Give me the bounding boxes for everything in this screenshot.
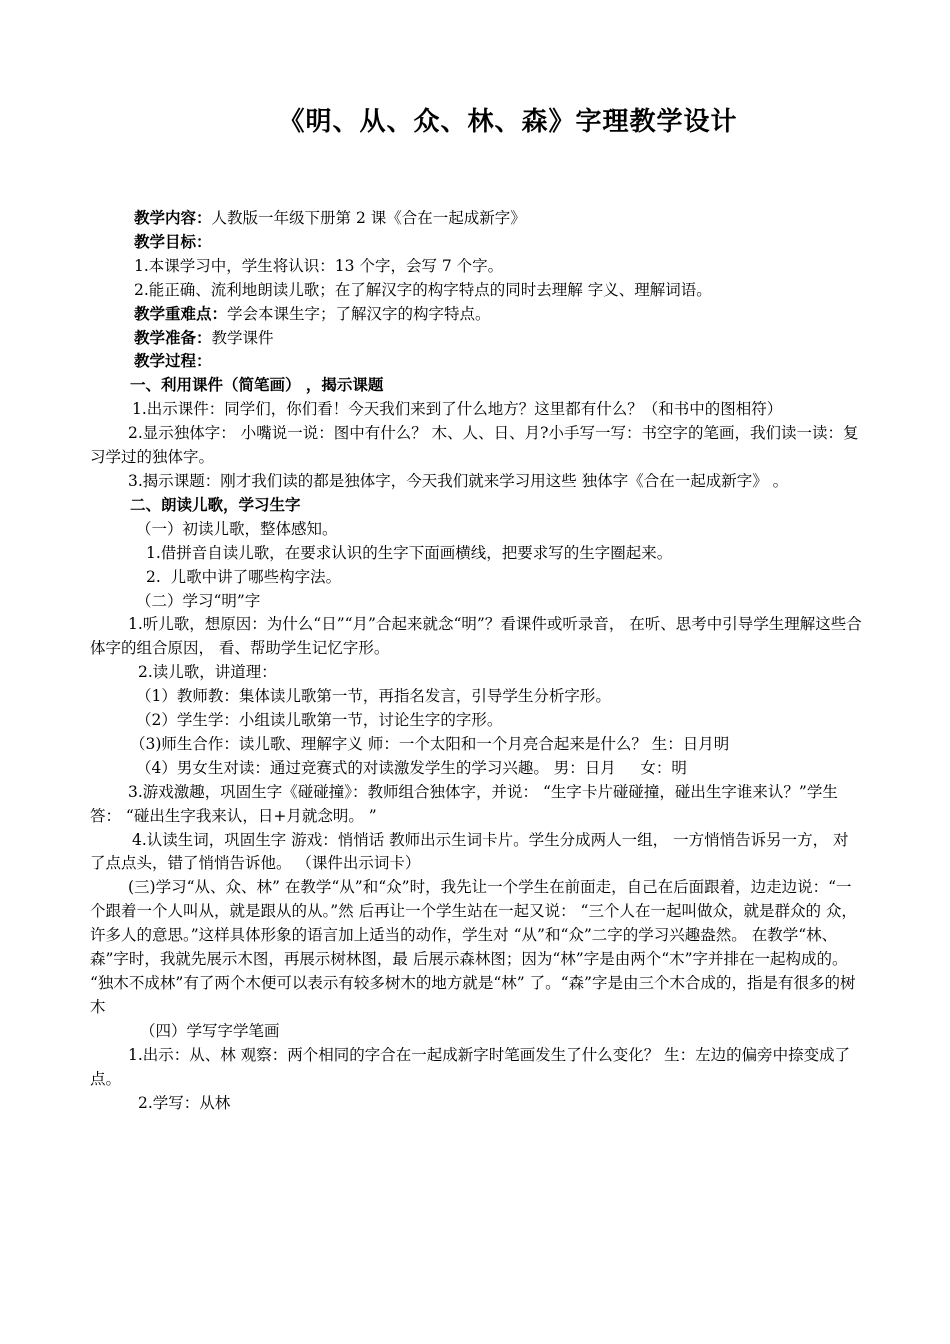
goal-label: 教学目标： xyxy=(134,232,212,251)
subsection-1-title: （一）初读儿歌，整体感知。 xyxy=(136,519,338,538)
subsection-2-paragraph-2: 2.读儿歌，讲道理： xyxy=(138,663,277,682)
subsection-4-title: （四）学写字学笔画 xyxy=(140,1021,280,1040)
content-value: 人教版一年级下册第 2 课《合在一起成新字》 xyxy=(211,209,526,227)
subsection-1-paragraph-2: 2. 儿歌中讲了哪些构字法。 xyxy=(146,567,342,586)
goal-item-2: 2.能正确、流利地朗读儿歌；在了解汉字的构字特点的同时去理解 字义、理解词语。 xyxy=(134,280,712,299)
section-1-paragraph-3: 3.揭示课题：刚才我们读的都是独体字，今天我们就来学习用这些 独体字《合在一起成新字》 。 xyxy=(128,471,789,490)
section-1-paragraph-2: 2.显示独体字： 小嘴说一说：图中有什么？ 木、人、日、月?小手写一写：书空字的笔画，我们读一读：复习学过的独体字。 xyxy=(90,424,859,467)
section-1-paragraph-1: 1.出示课件：同学们，你们看！今天我们来到了什么地方？这里都有什么？（和书中的图相符） xyxy=(132,400,783,419)
teaching-content xyxy=(90,207,862,231)
subsection-2-item-1: （1）教师教：集体读儿歌第一节，再指名发言，引导学生分析字形。 xyxy=(136,687,611,706)
subsection-2-paragraph-4: 4.认读生词，巩固生字 游戏：悄悄话 教师出示生词卡片。学生分成两人一组， 一方悄悄告诉另一方， 对了点点头，错了悄悄告诉他。 （课件出示词卡） xyxy=(90,830,849,873)
section-1-heading: 一、利用课件（简笔画） ，揭示课题 xyxy=(130,376,384,395)
document-title: 《明、从、众、林、森》字理教学设计 xyxy=(278,107,738,137)
document-body xyxy=(90,207,862,1115)
subsection-3-paragraph: (三)学习“从、众、林” 在教学“从”和“众”时，我先让一个学生在前面走，自己在后面跟着，边走边说：“一个跟着一个人叫从，就是跟从的从。”然 后再让一个学生站在一起又说： “三个人在一起叫做众，就是群众的 众，许多人的意思。”这样具体形象的语言加上适当的动作，学生对 “从”和“众”二字的学习兴趣盎然。 在教学“林、森”字时，我就先展示木图，再展示树林图，最 后展示森林图；因为“林”字是由两个“木”字并排在一起构成的。 “独木不成林”有了两个木便可以表示有较多树木的地方就是“林” 了。“森”字是由三个木合成的，指是有很多的树木 xyxy=(90,878,857,1016)
subsection-1-paragraph-1: 1.借拼音自读儿歌，在要求认识的生字下面画横线，把要求写的生字圈起来。 xyxy=(146,543,673,562)
process-label: 教学过程： xyxy=(134,352,212,371)
subsection-2-item-3: （3)师生合作：读儿歌、理解字义 师：一个太阳和一个月亮合起来是什么？ 生：日月明 xyxy=(130,734,730,753)
section-2-heading: 二、朗读儿歌，学习生字 xyxy=(130,495,301,514)
subsection-2-item-4: （4）男女生对读：通过竞赛式的对读激发学生的学习兴趣。 男：日月 女：明 xyxy=(136,758,687,777)
goal-item-1: 1.本课学习中，学生将认识：13 个字，会写 7 个字。 xyxy=(134,256,504,275)
subsection-2-paragraph-3: 3.游戏激趣，巩固生字《碰碰撞》：教师组合独体字，并说： “生字卡片碰碰撞，碰出生字谁来认？”学生答： “碰出生字我来认，日+月就念明。 ” xyxy=(90,782,838,825)
prep-value: 教学课件 xyxy=(211,328,274,347)
key-value: 学会本课生字；了解汉字的构字特点。 xyxy=(227,304,491,323)
prep-label: 教学准备： xyxy=(134,328,212,347)
content-label: 教学内容： xyxy=(134,209,212,227)
subsection-2-title: （二）学习“明”字 xyxy=(136,591,261,610)
subsection-2-item-2: （2）学生学：小组读儿歌第一节，讨论生字的字形。 xyxy=(136,711,503,730)
subsection-4-paragraph-1: 1.出示：从、林 观察：两个相同的字合在一起成新字时笔画发生了什么变化？ 生：左边的偏旁中捺变成了点。 xyxy=(90,1045,851,1088)
key-points xyxy=(90,303,862,327)
key-label: 教学重难点： xyxy=(134,304,228,323)
preparation xyxy=(90,327,862,351)
subsection-2-paragraph-1: 1.听儿歌，想原因：为什么“日”“月”合起来就念“明”？看课件或听录音， 在听、思考中引导学生理解这些合体字的组合原因， 看、帮助学生记忆字形。 xyxy=(90,615,862,658)
subsection-4-paragraph-2: 2.学写：从林 xyxy=(138,1093,231,1112)
